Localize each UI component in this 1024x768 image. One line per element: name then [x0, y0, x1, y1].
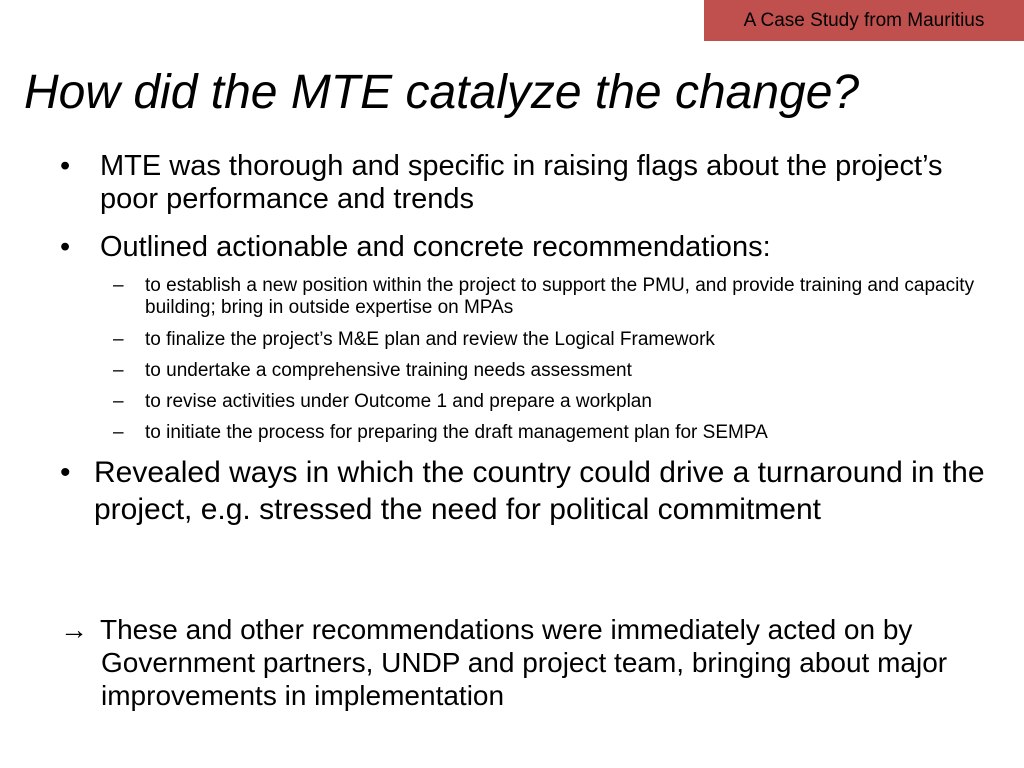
- dash-icon: –: [113, 391, 124, 412]
- slide-title: How did the MTE catalyze the change?: [24, 66, 860, 119]
- conclusion-text: These and other recommendations were immediately acted on by Government partners, UNDP and project team, bringing about major improvements in implementation: [100, 614, 948, 711]
- sub-bullet-text: to initiate the process for preparing the draft management plan for SEMPA: [145, 422, 768, 443]
- bullet-item: [60, 150, 1005, 216]
- sub-bullet-item: [113, 360, 993, 382]
- sub-bullet-item: [113, 329, 993, 351]
- conclusion-statement: [60, 613, 1015, 712]
- dash-icon: –: [113, 360, 124, 381]
- bullet-text: Outlined actionable and concrete recommendations:: [100, 231, 771, 263]
- case-study-tag: A Case Study from Mauritius: [704, 0, 1024, 41]
- sub-bullet-text: to establish a new position within the project to support the PMU, and provide training and capacity building; bring in outside expertise on MPAs: [145, 275, 975, 318]
- bullet-dot-icon: •: [60, 456, 71, 489]
- sub-bullet-text: to finalize the project’s M&E plan and review the Logical Framework: [145, 329, 715, 350]
- sub-bullet-text: to undertake a comprehensive training needs assessment: [145, 360, 632, 381]
- bullet-dot-icon: •: [60, 231, 71, 263]
- sub-bullet-item: [113, 391, 993, 413]
- right-arrow-icon: →: [60, 614, 88, 645]
- sub-bullet-text: to revise activities under Outcome 1 and prepare a workplan: [145, 391, 652, 412]
- bullet-dot-icon: •: [60, 150, 71, 182]
- dash-icon: –: [113, 275, 124, 296]
- bullet-text: MTE was thorough and specific in raising flags about the project’s poor performance and trends: [100, 150, 943, 215]
- sub-bullet-item: [113, 422, 993, 444]
- dash-icon: –: [113, 329, 124, 350]
- bullet-text: Revealed ways in which the country could drive a turnaround in the project, e.g. stressed the need for political commitment: [94, 456, 985, 526]
- sub-bullet-item: [113, 275, 993, 319]
- bullet-item: [60, 231, 1005, 264]
- dash-icon: –: [113, 422, 124, 443]
- bullet-item: [60, 454, 1005, 528]
